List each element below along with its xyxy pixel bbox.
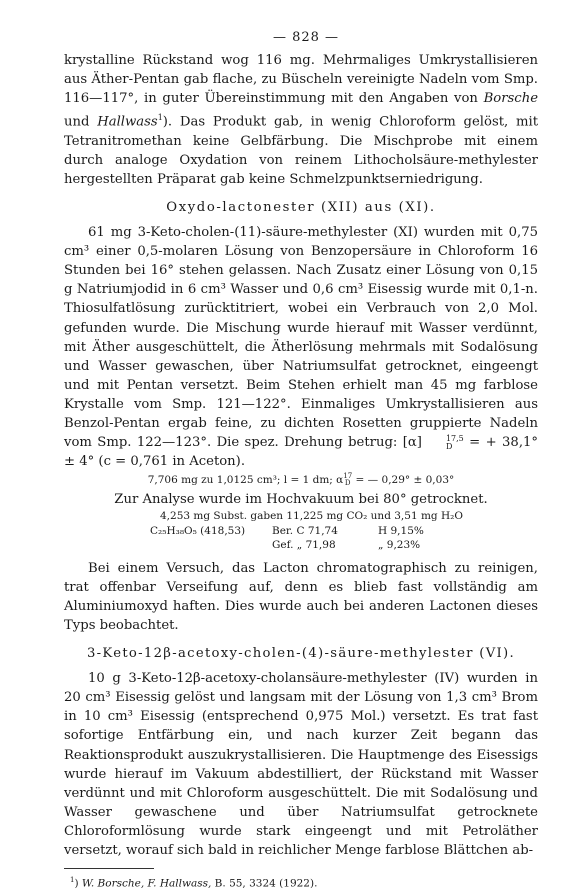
rotation-text: 7,706 mg zu 1,0125 cm³; l = 1 dm; α [147,474,344,487]
paragraph-text: = + 38,1° ± 4° (c = 0,761 in Aceton). [64,435,538,470]
rotation-line-d: D [344,479,351,488]
rotation-measurement [64,473,538,488]
paragraph-bromination: 10 g 3-Keto-12β-acetoxy-cholansäure-methylester (IV) wurden in 20 cm³ Eisessig gelöst und langsam mit der Lösung von 1,3 cm³ Brom in 10 cm³ Eisessig (entsprechend 0,975 Mol.) versetzt. Es trat fast sofortige Entfärbung ein, und nach kurzer Zeit begann das Reaktionsprodukt auszukrystallisieren. Die Hauptmenge des Eisessigs wurde hierauf im Vakuum abdestilliert, der Rückstand mit Wasser verdünnt und mit Chloroform ausgeschüttelt. Die mit Sodalösung und Wasser gewaschene und über Natriumsulfat getrocknete Chloroformlösung wurde stark eingeengt und mit Petroläther versetzt, worauf sich bald in reichlicher Menge farblose Blättchen ab- [64,671,538,858]
calculated-hydrogen: H 9,15% [378,524,424,537]
paragraph-text: ). Das Produkt gab, in wenig Chloroform gelöst, mit Tetranitromethan keine Gelbfärbung. Die Mischprobe mit einem durch analoge Oxydation von reinem Lithocholsäure-methylester hergestellten Präparat gab keine Schmelzpunktserniedrigung. [64,114,538,187]
analysis-row [150,524,538,539]
page-number: — 828 — [272,30,340,45]
found-carbon: Gef. „ 71,98 [272,539,336,552]
analysis-block [150,524,538,553]
footnote-marker: 1 [157,113,163,123]
analysis-row [150,538,538,553]
calculated-carbon: Ber. C 71,74 [272,524,338,537]
found-hydrogen: „ 9,23% [378,539,421,552]
footnote: $^1$) W. Borsche, F. Hallwass, B. 55, 3324 (1922). [70,876,318,890]
formula: C₂₅H₃₈O₅ (418,53) [150,524,246,537]
paragraph-chromatography: Bei einem Versuch, das Lacton chromatographisch zu reinigen, trat offenbar Verseifung auf, denn es blieb fast vollständig am Aluminiumoxyd haften. Dies wurde auch bei anderen Lactonen dieses Typs beobachtet. [64,560,538,634]
author-name: Hallwass [97,114,158,130]
paragraph-text: 61 mg 3-Keto-cholen-(11)-säure-methylester (XI) wurden mit 0,75 cm³ einer 0,5-molaren Lösung von Benzopersäure in Chloroform 16 Stunden bei 16° stehen gelassen. Nach Zusatz einer Lösung von 0,15 g Natriumjodid in 6 cm³ Wasser und 0,6 cm³ Eisessig wurde mit 0,1-n. Thiosulfatlösung zurücktitriert, wobei ein Verbrauch von 2,0 Mol. gefunden wurde. Die Mischung wurde hierauf mit Wasser verdünnt, mit Äther ausgeschüttelt, die Ätherlösung mehrmals mit Sodalösung und Wasser gewaschen, über Natriumsulfat getrocknet, eingeengt und mit Pentan versetzt. Beim Stehen erhielt man 45 mg farblose Krystalle vom Smp. 121—122°. Einmaliges Umkrystallisieren aus Benzol-Pentan ergab feine, zu dichten Rosetten gruppierte Nadeln vom Smp. 122—123°. Die spez. Drehung betrug: [α] [64,225,538,451]
rotation-temperature: 17,5 [445,433,464,443]
footnote-authors: W. Borsche, F. Hallwass, [81,877,212,890]
section-heading: Oxydo-lactonester (XII) aus (XI). [166,200,436,216]
author-name: Borsche [483,91,538,107]
footnote-marker: 1 [70,876,75,885]
rotation-text: = — 0,29° ± 0,03° [352,474,455,487]
rotation-line-d: D [445,441,453,451]
paragraph-text: krystalline Rückstand wog 116 mg. Mehrmaliges Umkrystallisieren aus Äther-Pentan gab flache, zu Büscheln vereinigte Nadeln vom Smp. 116—117°, in guter Übereinstimmung mit den Angaben von [64,53,538,107]
paragraph-text: und [64,114,98,130]
paragraph-oxidation [64,223,538,471]
analysis-intro: Zur Analyse wurde im Hochvakuum bei 80° getrocknet. [114,492,488,508]
paragraph-crystallisation [64,51,538,189]
rotation-temperature: 17 [343,472,353,481]
analysis-line: 4,253 mg Subst. gaben 11,225 mg CO₂ und 3,51 mg H₂O [160,510,463,523]
section-heading: 3-Keto-12β-acetoxy-cholen-(4)-säure-methylester (VI). [86,646,515,662]
footnote-reference: B. 55, 3324 (1922). [211,877,318,890]
footnote-rule [64,868,154,869]
